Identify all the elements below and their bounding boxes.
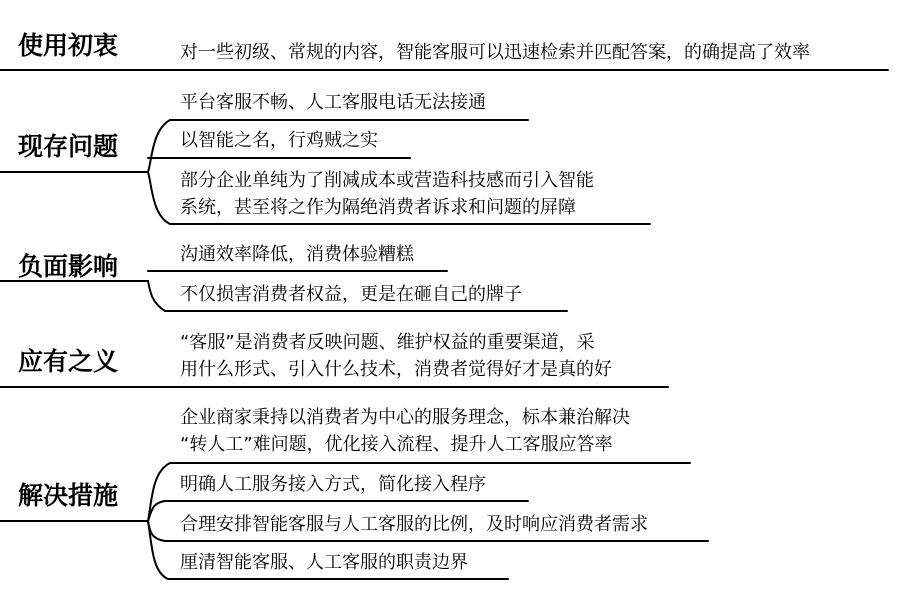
heading-current-problems: 现存问题 — [18, 132, 119, 161]
branch-curve-2b — [148, 172, 170, 224]
problem-item-3-line2: 系统，甚至将之作为隔绝消费者诉求和问题的屏障 — [180, 197, 576, 218]
branch-curve-2 — [148, 120, 170, 172]
problem-item-1: 平台客服不畅、人工客服电话无法接通 — [180, 92, 486, 113]
solution-item-1-line1: 企业商家秉持以消费者为中心的服务理念，标本兼治解决 — [180, 407, 630, 428]
solution-item-2: 明确人工服务接入方式，简化接入程序 — [180, 474, 486, 495]
heading-usage-intent: 使用初衷 — [18, 31, 119, 60]
meaning-text-line2: 用什么形式、引入什么技术，消费者觉得好才是真的好 — [180, 359, 612, 380]
usage-intent-text: 对一些初级、常规的内容，智能客服可以迅速检索并匹配答案，的确提高了效率 — [180, 42, 810, 63]
solution-item-1-line2: “转人工”难问题，优化接入流程、提升人工客服应答率 — [180, 434, 613, 455]
problem-item-2: 以智能之名，行鸡贼之实 — [180, 130, 378, 151]
branch-curve-3 — [148, 281, 165, 311]
solution-item-4: 厘清智能客服、人工客服的职责边界 — [180, 552, 468, 573]
problem-item-3-line1: 部分企业单纯为了削减成本或营造科技感而引入智能 — [180, 170, 594, 191]
solution-item-3: 合理安排智能客服与人工客服的比例，及时响应消费者需求 — [180, 514, 648, 535]
heading-proper-meaning: 应有之义 — [18, 347, 119, 376]
meaning-text-line1: “客服”是消费者反映问题、维护权益的重要渠道，采 — [180, 332, 595, 353]
impact-item-1: 沟通效率降低，消费体验糟糕 — [180, 244, 414, 265]
heading-negative-impact: 负面影响 — [18, 252, 119, 281]
impact-item-2: 不仅损害消费者权益，更是在砸自己的牌子 — [180, 284, 522, 305]
heading-solutions: 解决措施 — [18, 481, 119, 510]
